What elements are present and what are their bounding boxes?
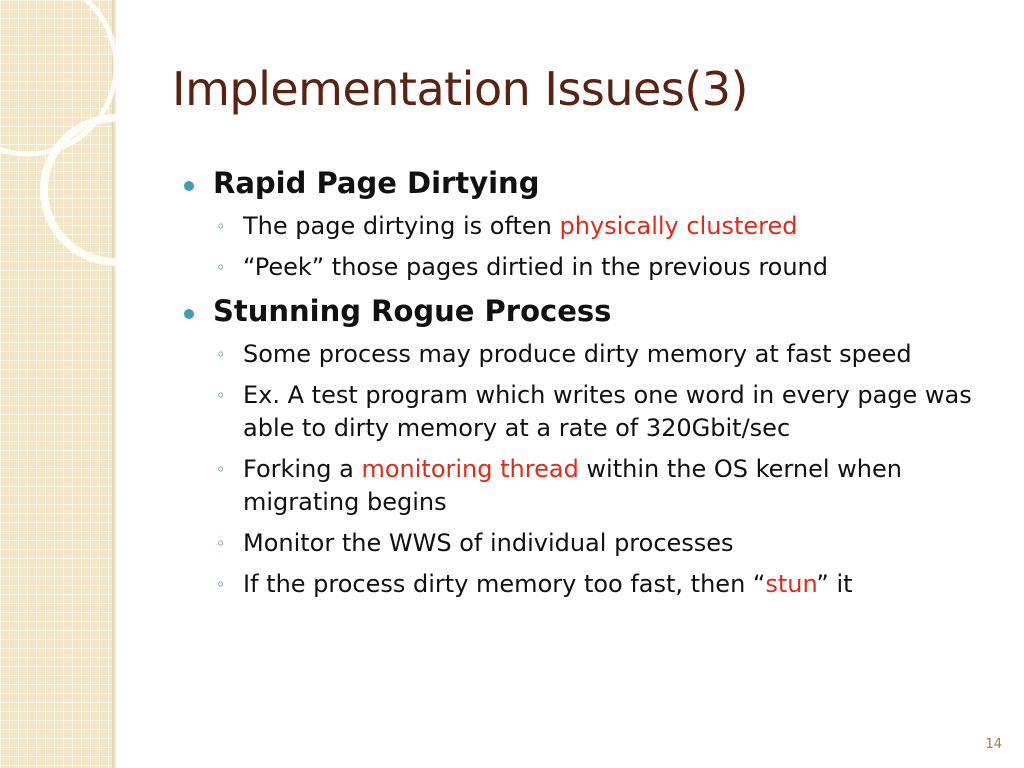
bullet-emphasis: stun bbox=[765, 570, 817, 598]
ring-bullet-icon: ◦ bbox=[216, 534, 226, 553]
bullet-text: If the process dirty memory too fast, then “ bbox=[243, 570, 766, 598]
bullet-text: ” it bbox=[816, 570, 853, 598]
bullet-stunning-rogue-process bbox=[180, 294, 980, 328]
bullet-text: The page dirtying is often bbox=[243, 212, 560, 240]
ring-bullet-icon: ◦ bbox=[216, 575, 226, 594]
ring-bullet-icon: ◦ bbox=[216, 460, 226, 479]
bullet-text: within the OS kernel when migrating begins bbox=[243, 455, 902, 516]
ring-bullet-icon: ◦ bbox=[216, 258, 226, 277]
bullet-heading: Stunning Rogue Process bbox=[213, 294, 612, 328]
bullet-emphasis: physically clustered bbox=[559, 212, 798, 240]
bullet-text: Monitor the WWS of individual processes bbox=[243, 529, 734, 557]
ring-bullet-icon: ◦ bbox=[216, 345, 226, 364]
bullet-emphasis: monitoring thread bbox=[361, 455, 579, 483]
sub-bullet-monitor-wws bbox=[180, 527, 980, 560]
deco-circle-small bbox=[44, 118, 140, 262]
bullet-text: Some process may produce dirty memory at fast speed bbox=[243, 340, 912, 368]
sub-bullet-physically-clustered bbox=[180, 210, 980, 243]
bullet-rapid-page-dirtying bbox=[180, 166, 980, 200]
bullet-text: Forking a bbox=[243, 455, 362, 483]
ring-bullet-icon: ◦ bbox=[216, 386, 226, 405]
ring-bullet-icon: ◦ bbox=[216, 217, 226, 236]
bullet-dot-icon bbox=[184, 309, 194, 319]
slide-title: Implementation Issues(3) bbox=[172, 62, 748, 116]
sub-bullet-dirty-memory-fast bbox=[180, 338, 980, 371]
deco-circle-large bbox=[0, 0, 116, 154]
decorative-circles bbox=[0, 0, 140, 320]
bullet-dot-icon bbox=[184, 181, 194, 191]
bullet-text: Ex. A test program which writes one word in every page was able to dirty memory at a rate of 320Gbit/sec bbox=[243, 381, 972, 442]
sub-bullet-peek-pages bbox=[180, 251, 980, 284]
page-number: 14 bbox=[985, 737, 1002, 752]
bullet-heading: Rapid Page Dirtying bbox=[213, 166, 540, 200]
bullet-text: “Peek” those pages dirtied in the previous round bbox=[243, 253, 828, 281]
slide-content bbox=[180, 160, 980, 601]
sub-bullet-stun-process bbox=[180, 568, 980, 601]
sub-bullet-monitoring-thread bbox=[180, 453, 980, 519]
sub-bullet-test-program bbox=[180, 379, 980, 445]
